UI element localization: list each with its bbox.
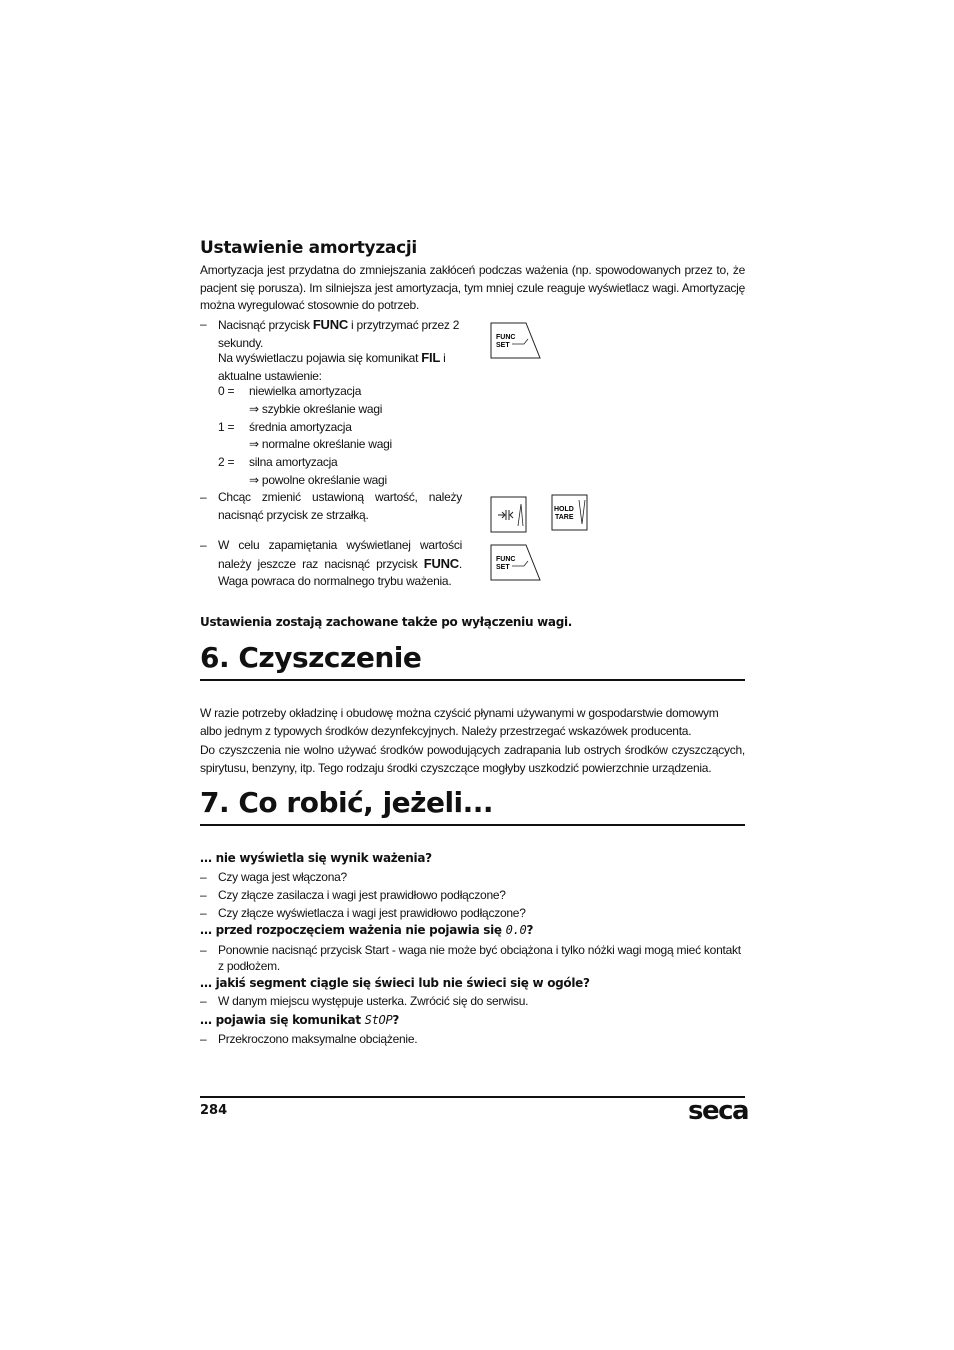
hold-tare-button-icon (551, 494, 589, 532)
question-1-item: Czy złącze wyświetlacza i wagi jest prawidłowo podłączone? (218, 906, 526, 920)
question-1-item: Czy waga jest włączona? (218, 870, 347, 884)
func-label: FUNC (496, 556, 516, 563)
question-4: … pojawia się komunikat StOP? (200, 1013, 400, 1027)
question-1-item: Czy złącze zasilacza i wagi jest prawidłowo podłączone? (218, 888, 506, 902)
level-2-result: ⇒ powolne określanie wagi (249, 473, 387, 487)
lcd-stop-message: StOP (364, 1013, 393, 1027)
damping-intro: Amortyzacja jest przydatna do zmniejszania zakłóceń podczas ważenia (np. spowodowanych przez to, że pacjent się porusza). Im silniejsza jest amortyzacja, tym mniej czule reaguje wyświetlacz wagi. Amortyzację można wyregulować stosownie do potrzeb. (200, 263, 745, 312)
level-1-label: średnia amortyzacja (249, 420, 352, 434)
seca-logo: seca (688, 1096, 749, 1126)
question-3-item: W danym miejscu występuje usterka. Zwrócić się do serwisu. (218, 994, 529, 1008)
list-dash: – (200, 888, 207, 902)
page-number: 284 (200, 1103, 228, 1118)
section-heading-damping: Ustawienie amortyzacji (200, 238, 417, 258)
section-heading-cleaning: 6. Czyszczenie (200, 641, 422, 674)
damping-step-2: Chcąc zmienić ustawioną wartość, należy nacisnąć przycisk ze strzałką. (218, 490, 462, 522)
cleaning-para-1-line-2: albo jednym z typowych środków dezynfekcyjnych. Należy przestrzegać wskazówek producenta. (200, 724, 692, 738)
question-2: … przed rozpoczęciem ważenia nie pojawia się 0.0? (200, 923, 534, 937)
level-2-label: silna amortyzacja (249, 455, 338, 469)
func-label: FUNC (496, 334, 516, 341)
level-0-result: ⇒ szybkie określanie wagi (249, 402, 383, 416)
damping-step-1-display: Na wyświetlaczu pojawia się komunikat FIL i aktualne ustawienie: (218, 350, 446, 383)
section-heading-troubleshooting: 7. Co robić, jeżeli... (200, 786, 494, 819)
cleaning-para-1-line-1: W razie potrzeby okładzinę i obudowę można czyścić płynami używanymi w gospodarstwie domowym (200, 706, 719, 720)
level-0-number: 0 = (218, 384, 235, 398)
damping-step-3: W celu zapamiętania wyświetlanej wartości należy jeszcze raz nacisnąć przycisk FUNC. Waga powraca do normalnego trybu ważenia. (218, 538, 462, 588)
list-dash: – (200, 870, 207, 884)
heading-rule (200, 679, 745, 681)
footer-rule (200, 1096, 745, 1098)
list-dash: – (200, 490, 207, 504)
lcd-zero-reading: 0.0 (505, 923, 527, 937)
list-dash: – (200, 1032, 207, 1046)
level-1-result: ⇒ normalne określanie wagi (249, 437, 392, 451)
list-dash: – (200, 317, 207, 331)
list-dash: – (200, 994, 207, 1008)
heading-rule (200, 824, 745, 826)
set-label: SET (496, 342, 510, 349)
cleaning-para-2: Do czyszczenia nie wolno używać środków powodujących zadrapania lub ostrych środków czyszczących, spirytusu, benzyny, itp. Tego rodzaju środki czyszczące mogłyby uszkodzić powierzchnie urządzenia. (200, 743, 745, 775)
fil-message: FIL (421, 350, 441, 365)
arrow-button-icon (490, 496, 528, 534)
question-4-item: Przekroczono maksymalne obciążenie. (218, 1032, 418, 1046)
tare-label: TARE (555, 514, 574, 521)
list-dash: – (200, 538, 207, 552)
func-key-label: FUNC (423, 555, 459, 571)
level-0-label: niewielka amortyzacja (249, 384, 362, 398)
list-dash: – (200, 943, 207, 957)
damping-note: Ustawienia zostają zachowane także po wyłączeniu wagi. (200, 615, 573, 629)
func-set-button-icon (490, 322, 542, 360)
level-2-number: 2 = (218, 455, 235, 469)
func-set-button-icon (490, 544, 542, 582)
func-key-label: FUNC (312, 317, 348, 332)
level-1-number: 1 = (218, 420, 235, 434)
damping-step-1: Nacisnąć przycisk FUNC i przytrzymać przez 2 sekundy. (218, 317, 460, 350)
hold-label: HOLD (554, 506, 574, 513)
set-label: SET (496, 564, 510, 571)
question-1: … nie wyświetla się wynik ważenia? (200, 851, 432, 865)
question-2-item: Ponownie nacisnąć przycisk Start - waga nie może być obciążona i tylko nóżki wagi mogą mieć kontakt z podłożem. (218, 943, 741, 973)
question-3: … jakiś segment ciągle się świeci lub nie świeci się w ogóle? (200, 976, 590, 990)
list-dash: – (200, 906, 207, 920)
